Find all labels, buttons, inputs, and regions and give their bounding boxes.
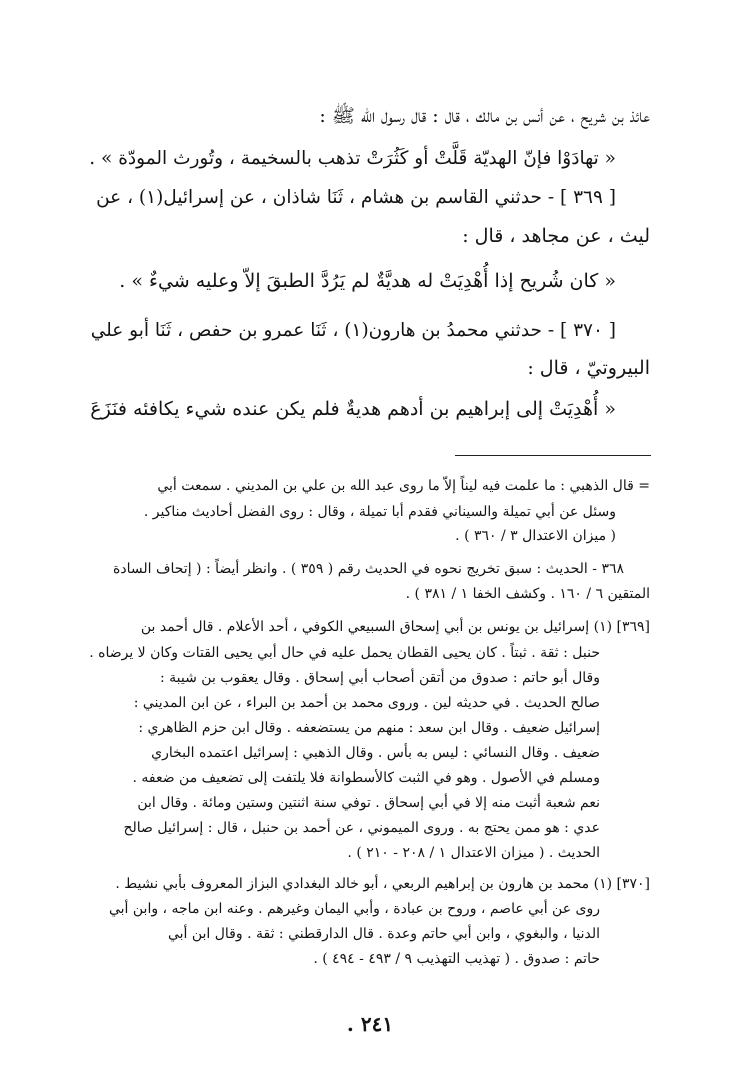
footnote-line-8: وقال أبو حاتم : صدوق من أتقن أصحاب أبي إسحاق . وقال يعقوب بن شيبة :: [160, 670, 600, 686]
footnote-line-9: صالح الحديث . في حديثه لين . وروى محمد بن أحمد بن البراء ، عن ابن المديني :: [133, 695, 600, 711]
footnote-line-16: [٣٧٠] (١) محمد بن هارون بن إبراهيم الربعي ، أبو خالد البغدادي البزاز المعروف بأبي نشيط .: [115, 876, 650, 892]
footnote-line-12: ومسلم في الأصول . وهو في الثبت كالأسطوانة فلا يلتفت إلى تضعيف من ضعفه .: [132, 770, 600, 786]
footnote-line-11: ضعيف . وقال النسائي : ليس به بأس . وقال الذهبي : إسرائيل اعتمده البخاري: [151, 745, 600, 761]
footnote-line-14: عدي : هو ممن يحتج به . وروى الميموني ، عن أحمد بن حنبل ، قال : إسرائيل صالح: [123, 820, 600, 836]
footnote-line-10: إسرائيل ضعيف . وقال ابن سعد : منهم من يستضعفه . وقال ابن حزم الظاهري :: [138, 720, 600, 736]
main-line-7: البيروتيّ ، قال :: [527, 357, 650, 379]
main-line-8: « أُهْدِيَتْ إلى إبراهيم بن أدهم هديةٌ فلم يكن عنده شيء يكافئه فنَزَعَ: [90, 398, 616, 420]
footnote-line-13: نعم شعبة أثبت منه إلا في أبي إسحاق . توفي سنة اثنتين وستين ومائة . وقال ابن: [137, 795, 600, 811]
footnote-line-4: ٣٦٨ - الحديث : سبق تخريج نحوه في الحديث رقم ( ٣٥٩ ) . وانظر أيضاً : ( إتحاف السادة: [113, 561, 624, 577]
footnote-line-15: الحديث . ( ميزان الاعتدال ١ / ٢٠٨ - ٢١٠ ) .: [347, 845, 600, 861]
main-line-6: [ ٣٧٠ ] - حدثني محمدُ بن هارون(١) ، ثَنَا عمرو بن حفص ، ثَنَا أبو علي: [90, 320, 616, 341]
main-line-3: [ ٣٦٩ ] - حدثني القاسم بن هشام ، ثَنَا شاذان ، عن إسرائيل(١) ، عن: [96, 187, 616, 208]
footnote-line-19: حاتم : صدوق . ( تهذيب التهذيب ٩ / ٤٩٣ - ٤٩٤ ) .: [313, 951, 600, 967]
footnote-line-1: = قال الذهبي : ما علمت فيه ليناً إلاّ ما روى عبد الله بن علي بن المديني . سمعت أبي: [157, 478, 650, 494]
main-line-2: « تهادَوْا فإنّ الهديّة قَلَّتْ أو كَثُرَتْ تذهب بالسخيمة ، وتُورث المودّة » .: [89, 148, 616, 169]
footnote-line-18: الدنيا ، والبغوي ، وابن أبي حاتم وعدة . قال الدارقطني : ثقة . وقال ابن أبي: [167, 926, 600, 942]
footnote-line-17: روى عن أبي عاصم ، وروح بن عبادة ، وأبي اليمان وغيرهم . وعنه ابن ماجه ، وابن أبي: [108, 901, 600, 917]
footnote-separator: [455, 455, 651, 456]
main-line-5: « كان شُريح إذا أُهْدِيَتْ له هديَّةٌ لم يَرُدَّ الطبقَ إلاّ وعليه شيءٌ » .: [119, 270, 616, 292]
page-number: ٢٤١ .: [346, 1012, 394, 1036]
footnote-line-6: [٣٦٩] (١) إسرائيل بن يونس بن أبي إسحاق السبيعي الكوفي ، أحد الأعلام . قال أحمد بن: [140, 619, 650, 635]
main-line-4: ليث ، عن مجاهد ، قال :: [462, 225, 650, 247]
footnote-line-2: وسئل عن أبي تميلة والسيناني فقدم أبا تميلة ، وقال : روى الفضل أحاديث مناكير .: [143, 504, 616, 520]
footnote-line-3: ( ميزان الاعتدال ٣ / ٣٦٠ ) .: [455, 528, 616, 544]
footnote-line-5: المتقين ٦ / ١٦٠ . وكشف الخفا ١ / ٣٨١ ) .: [405, 586, 650, 602]
main-line-1: عائذ بن شريح ، عن أنس بن مالك ، قال : قال رسول الله ﷺ :: [319, 105, 650, 127]
footnote-line-7: حنبل : ثقة . ثبتاً . كان يحيى القطان يحمل عليه في حال أبي يحيى القتات وكان لا يرضاه .: [89, 645, 600, 661]
